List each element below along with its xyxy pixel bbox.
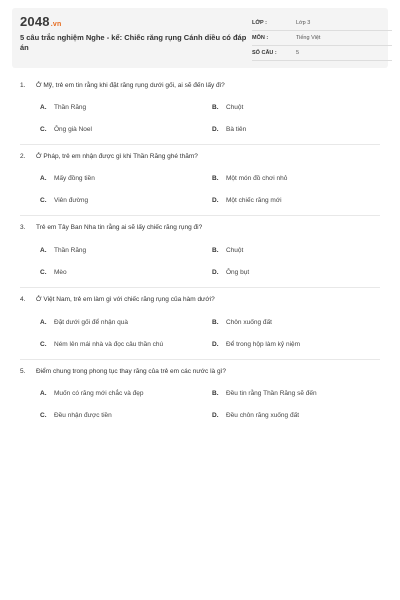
option-text: Một món đồ chơi nhỏ [226,175,288,182]
divider [20,144,380,145]
option-5b[interactable] [212,390,317,397]
option-5d[interactable] [212,412,299,419]
option-5a[interactable] [40,390,144,397]
option-text: Chuột [226,104,244,111]
question-number: 3. [20,224,26,231]
question-body: Điểm chung trong phong tục thay răng của trẻ em các nước là gì? [36,368,226,375]
option-text: Đều nhận được tiền [54,412,112,419]
question-text [20,153,390,161]
question-body: Ở Pháp, trẻ em nhận được gì khi Thần Răng ghé thăm? [36,153,198,160]
meta-row-subject [252,31,392,46]
option-1c[interactable] [40,126,92,133]
option-text: Đều chôn răng xuống đất [226,412,299,419]
option-text: Ném lên mái nhà và đọc câu thần chú [54,341,164,348]
option-letter: B. [212,319,219,326]
meta-label: SỐ CÂU : [252,50,277,56]
option-text: Ông già Noel [54,126,92,133]
option-text: Thần Răng [54,247,87,254]
question-text [20,296,390,304]
option-letter: D. [212,197,219,204]
question-text [20,82,390,90]
option-letter: C. [40,269,47,276]
option-text: Chôn xuống đất [226,319,272,326]
option-2c[interactable] [40,197,88,204]
question-body: Trẻ em Tây Ban Nha tin rằng ai sẽ lấy chiếc răng rụng đi? [36,224,203,231]
logo-text: 2048 [20,14,50,29]
option-text: Mèo [54,269,67,276]
meta-value: Tiếng Việt [296,35,321,41]
option-4c[interactable] [40,341,163,348]
logo-domain: .vn [50,21,62,28]
question-5 [20,368,390,376]
option-3c[interactable] [40,269,67,276]
question-3 [20,224,390,232]
option-text: Thần Răng [54,104,87,111]
question-text [20,368,390,376]
option-text: Đều tin rằng Thần Răng sẽ đến [226,390,317,397]
option-text: Ông bụt [226,269,250,276]
option-letter: A. [40,175,47,182]
option-text: Mấy đồng tiền [54,175,95,182]
divider [20,215,380,216]
option-letter: B. [212,175,219,182]
option-3b[interactable] [212,247,243,254]
option-letter: B. [212,104,219,111]
option-letter: D. [212,269,219,276]
option-letter: C. [40,412,47,419]
option-text: Bà tiên [226,126,247,133]
option-3d[interactable] [212,269,249,276]
site-logo[interactable] [20,14,61,29]
option-5c[interactable] [40,412,112,419]
question-number: 2. [20,153,26,160]
option-letter: D. [212,341,219,348]
question-number: 4. [20,296,26,303]
question-text [20,224,390,232]
option-letter: A. [40,390,47,397]
option-1b[interactable] [212,104,243,111]
worksheet-header [12,8,388,68]
question-number: 5. [20,368,26,375]
meta-value: Lớp 3 [296,20,311,26]
option-letter: C. [40,197,47,204]
option-letter: D. [212,126,219,133]
option-1a[interactable] [40,104,86,111]
meta-value: 5 [296,50,300,56]
option-1d[interactable] [212,126,246,133]
option-text: Chuột [226,247,244,254]
divider [20,359,380,360]
option-text: Để trong hộp làm kỷ niệm [226,341,301,348]
question-number: 1. [20,82,26,89]
meta-row-grade [252,16,392,31]
option-text: Đặt dưới gối để nhận quà [54,319,129,326]
option-4b[interactable] [212,319,272,326]
option-2a[interactable] [40,175,95,182]
question-2 [20,153,390,161]
meta-row-count [252,46,392,61]
option-letter: B. [212,247,219,254]
option-2b[interactable] [212,175,287,182]
option-letter: C. [40,341,47,348]
question-body: Ở Việt Nam, trẻ em làm gì với chiếc răng rụng của hàm dưới? [36,296,215,303]
meta-label: LỚP : [252,20,267,26]
option-letter: A. [40,319,47,326]
question-1 [20,82,390,90]
option-4d[interactable] [212,341,300,348]
worksheet-title: 5 câu trắc nghiệm Nghe - kể: Chiếc răng rụng Cánh diều có đáp án [20,33,247,52]
worksheet-meta [252,16,392,61]
option-letter: A. [40,247,47,254]
option-2d[interactable] [212,197,282,204]
option-4a[interactable] [40,319,128,326]
meta-label: MÔN : [252,35,269,41]
option-text: Một chiếc răng mới [226,197,282,204]
question-body: Ở Mỹ, trẻ em tin rằng khi đặt răng rụng dưới gối, ai sẽ đến lấy đi? [36,82,225,89]
option-3a[interactable] [40,247,86,254]
divider [20,287,380,288]
option-text: Muốn có răng mới chắc và đẹp [54,390,144,397]
option-letter: A. [40,104,47,111]
option-letter: D. [212,412,219,419]
option-letter: C. [40,126,47,133]
option-text: Viên đường [54,197,89,204]
question-4 [20,296,390,304]
option-letter: B. [212,390,219,397]
